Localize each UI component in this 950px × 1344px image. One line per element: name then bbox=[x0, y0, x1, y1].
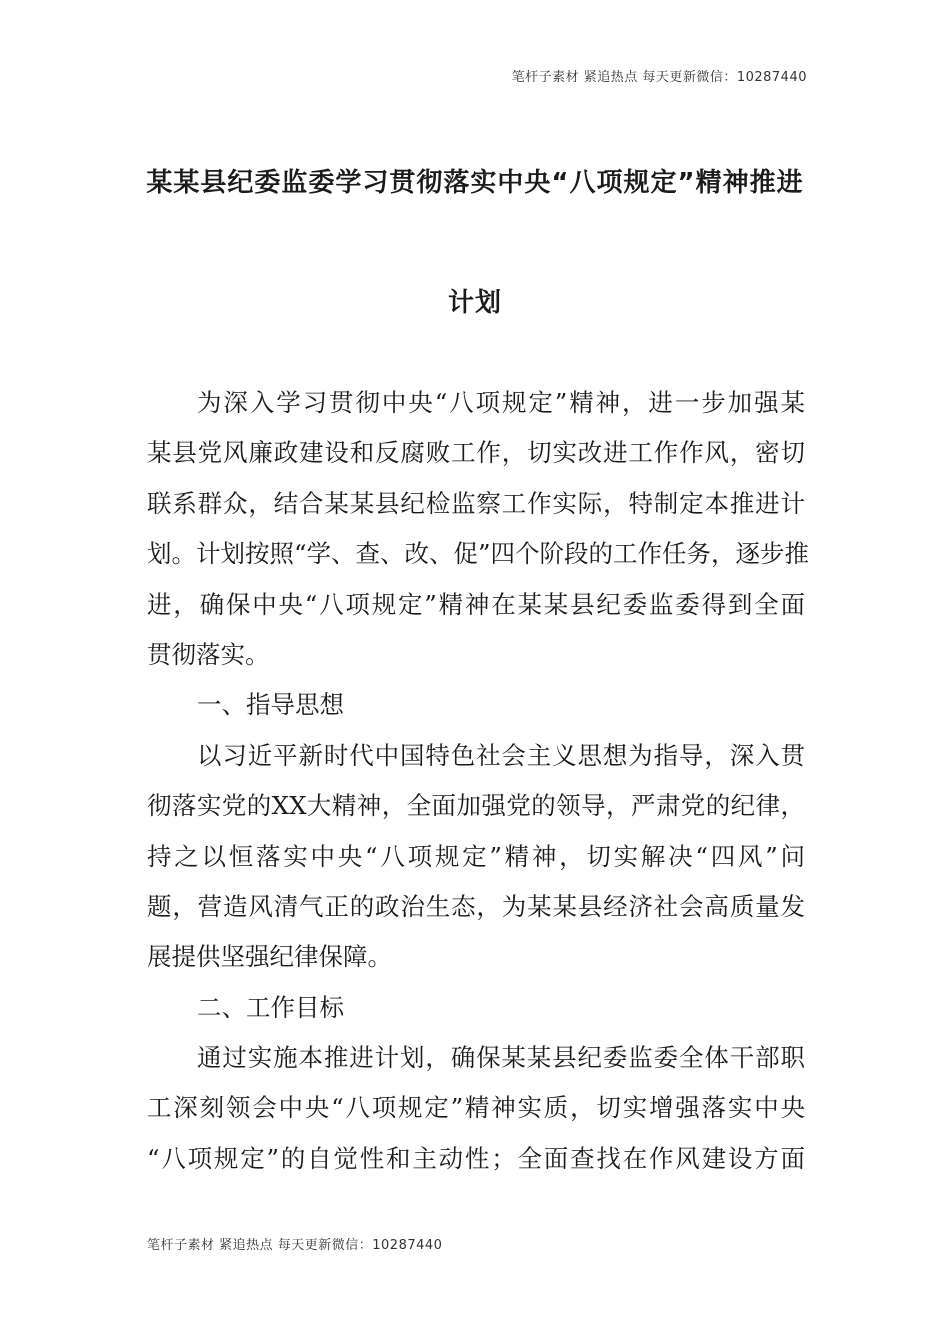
paragraph-line: 通过实施本推进计划，确保某某县纪委监委全体干部职 bbox=[197, 1043, 805, 1073]
paragraph-line: 展提供坚强纪律保障。 bbox=[147, 942, 392, 972]
paragraph-line: 工深刻领会中央“八项规定”精神实质，切实增强落实中央 bbox=[147, 1093, 805, 1123]
paragraph-line: “八项规定”的自觉性和主动性；全面查找在作风建设方面 bbox=[147, 1143, 805, 1173]
section-heading: 一、指导思想 bbox=[197, 690, 344, 720]
paragraph-line: 持之以恒落实中央“八项规定”精神，切实解决“四风”问 bbox=[147, 841, 805, 871]
paragraph-line: 划。计划按照“学、查、改、促”四个阶段的工作任务，逐步推 bbox=[147, 539, 810, 569]
paragraph-line: 以习近平新时代中国特色社会主义思想为指导，深入贯 bbox=[197, 740, 805, 770]
footer-note: 笔杆子素材 紧追热点 每天更新微信：10287440 bbox=[147, 1238, 443, 1253]
document-body bbox=[147, 378, 810, 1184]
header-note: 笔杆子素材 紧追热点 每天更新微信：10287440 bbox=[511, 70, 807, 85]
paragraph-line: 为深入学习贯彻中央“八项规定”精神，进一步加强某 bbox=[197, 388, 805, 417]
paragraph-line: 联系群众，结合某某县纪检监察工作实际，特制定本推进计 bbox=[147, 488, 805, 518]
paragraph-line: 某县党风廉政建设和反腐败工作，切实改进工作作风，密切 bbox=[147, 438, 805, 468]
document-title-line-1: 某某县纪委监委学习贯彻落实中央“八项规定”精神推进 bbox=[146, 168, 804, 198]
paragraph-line: 贯彻落实。 bbox=[147, 639, 270, 669]
paragraph-line: 进，确保中央“八项规定”精神在某某县纪委监委得到全面 bbox=[147, 589, 805, 619]
section-heading: 二、工作目标 bbox=[197, 992, 344, 1022]
paragraph-line: 彻落实党的XX大精神，全面加强党的领导，严肃党的纪律， bbox=[147, 791, 805, 821]
paragraph-line: 题，营造风清气正的政治生态，为某某县经济社会高质量发 bbox=[147, 891, 805, 921]
document-title-line-2: 计划 bbox=[447, 288, 502, 318]
